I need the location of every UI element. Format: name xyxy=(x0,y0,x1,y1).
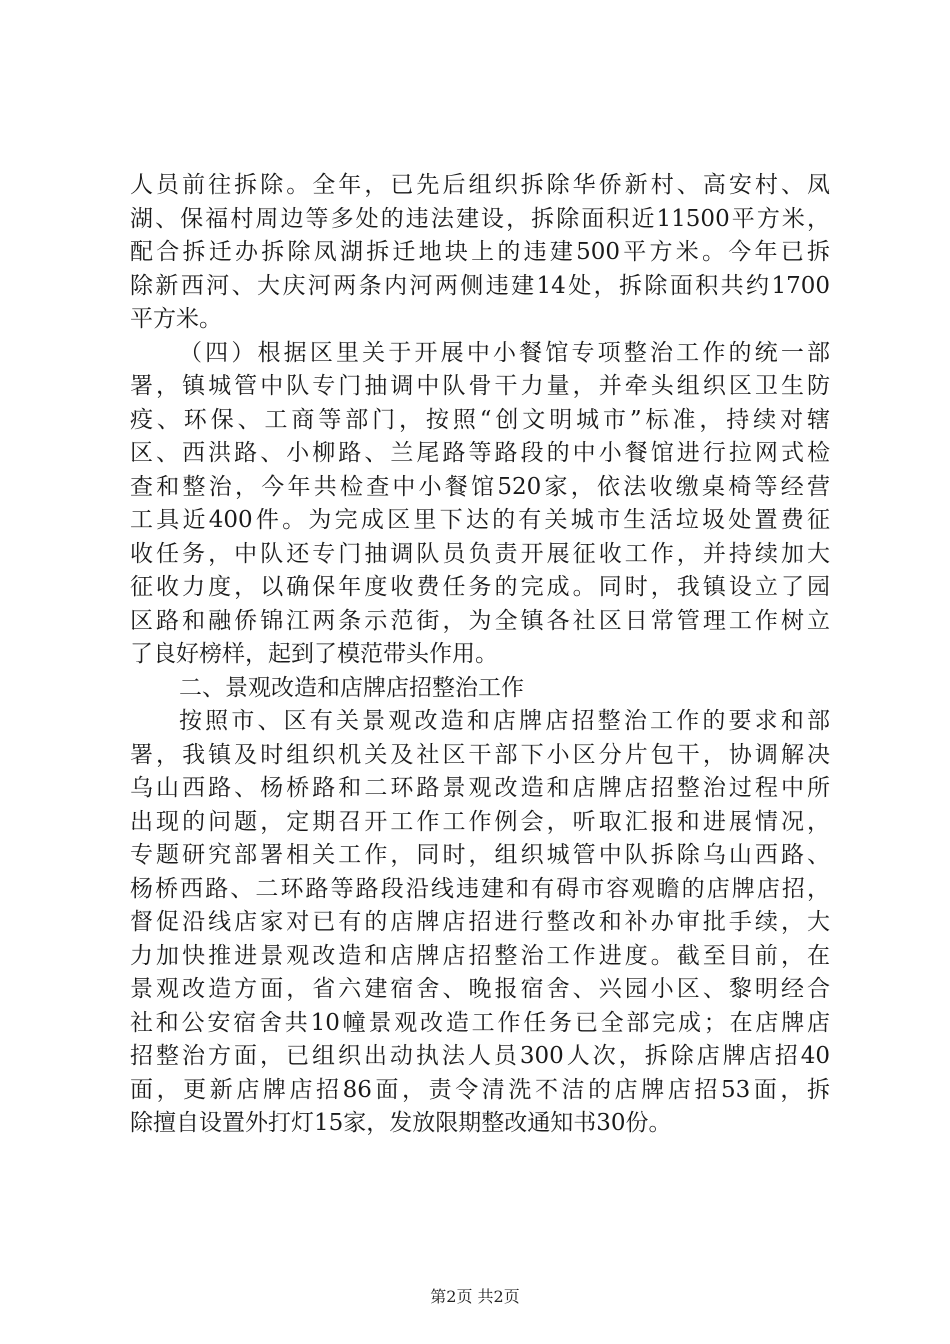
text-line: 署，镇城管中队专门抽调中队骨干力量，并牵头组织区卫生防 xyxy=(130,373,830,399)
body-text xyxy=(130,169,830,1141)
text-line: 工具近400件。为完成区里下达的有关城市生活垃圾处置费征 xyxy=(130,507,830,533)
text-line: 景观改造方面，省六建宿舍、晚报宿舍、兴园小区、黎明经合 xyxy=(130,976,830,1002)
text-line: 配合拆迁办拆除凤湖拆迁地块上的违建500平方米。今年已拆 xyxy=(130,239,830,265)
text-line: 平方米。 xyxy=(130,306,222,332)
page-number-label: 第2页 共2页 xyxy=(430,1287,520,1306)
text-line: 督促沿线店家对已有的店牌店招进行整改和补办审批手续，大 xyxy=(130,909,830,935)
text-line: 力加快推进景观改造和店牌店招整治工作进度。截至目前，在 xyxy=(130,942,830,969)
text-line: 除擅自设置外打灯15家，发放限期整改通知书30份。 xyxy=(130,1110,672,1136)
text-line: 除新西河、大庆河两条内河两侧违建14处，拆除面积共约1700 xyxy=(130,272,830,299)
text-line: 杨桥西路、二环路等路段沿线违建和有碍市容观瞻的店牌店招， xyxy=(130,875,830,902)
text-line: 出现的问题，定期召开工作工作例会，听取汇报和进展情况， xyxy=(130,808,830,835)
text-line: 专题研究部署相关工作，同时，组织城管中队拆除乌山西路、 xyxy=(130,842,830,868)
text-line: 区路和融侨锦江两条示范街，为全镇各社区日常管理工作树立 xyxy=(130,607,830,634)
text-line: 面，更新店牌店招86面，责令清洗不洁的店牌店招53面，拆 xyxy=(130,1076,830,1103)
text-line: 区、西洪路、小柳路、兰尾路等路段的中小餐馆进行拉网式检 xyxy=(130,440,830,466)
text-line: 查和整治，今年共检查中小餐馆520家，依法收缴桌椅等经营 xyxy=(130,473,830,500)
text-line: 社和公安宿舍共10幢景观改造工作任务已全部完成；在店牌店 xyxy=(130,1009,830,1036)
page-footer xyxy=(0,1284,950,1307)
text-line: （四）根据区里关于开展中小餐馆专项整治工作的统一部 xyxy=(179,339,830,366)
text-line: 署，我镇及时组织机关及社区干部下小区分片包干，协调解决 xyxy=(130,741,830,768)
section-heading: 二、景观改造和店牌店招整治工作 xyxy=(179,674,524,701)
text-line: 征收力度，以确保年度收费任务的完成。同时，我镇设立了园 xyxy=(130,574,830,600)
text-line: 招整治方面，已组织出动执法人员300人次，拆除店牌店招40 xyxy=(130,1043,830,1069)
text-line: 了良好榜样，起到了模范带头作用。 xyxy=(130,641,498,667)
text-line: 收任务，中队还专门抽调队员负责开展征收工作，并持续加大 xyxy=(130,540,830,567)
text-line: 疫、环保、工商等部门，按照“创文明城市”标准，持续对辖 xyxy=(130,406,830,433)
text-line: 按照市、区有关景观改造和店牌店招整治工作的要求和部 xyxy=(179,708,830,734)
text-line: 湖、保福村周边等多处的违法建设，拆除面积近11500平方米， xyxy=(130,205,830,232)
text-line: 乌山西路、杨桥路和二环路景观改造和店牌店招整治过程中所 xyxy=(130,775,830,801)
text-line: 人员前往拆除。全年，已先后组织拆除华侨新村、高安村、凤 xyxy=(130,172,830,198)
